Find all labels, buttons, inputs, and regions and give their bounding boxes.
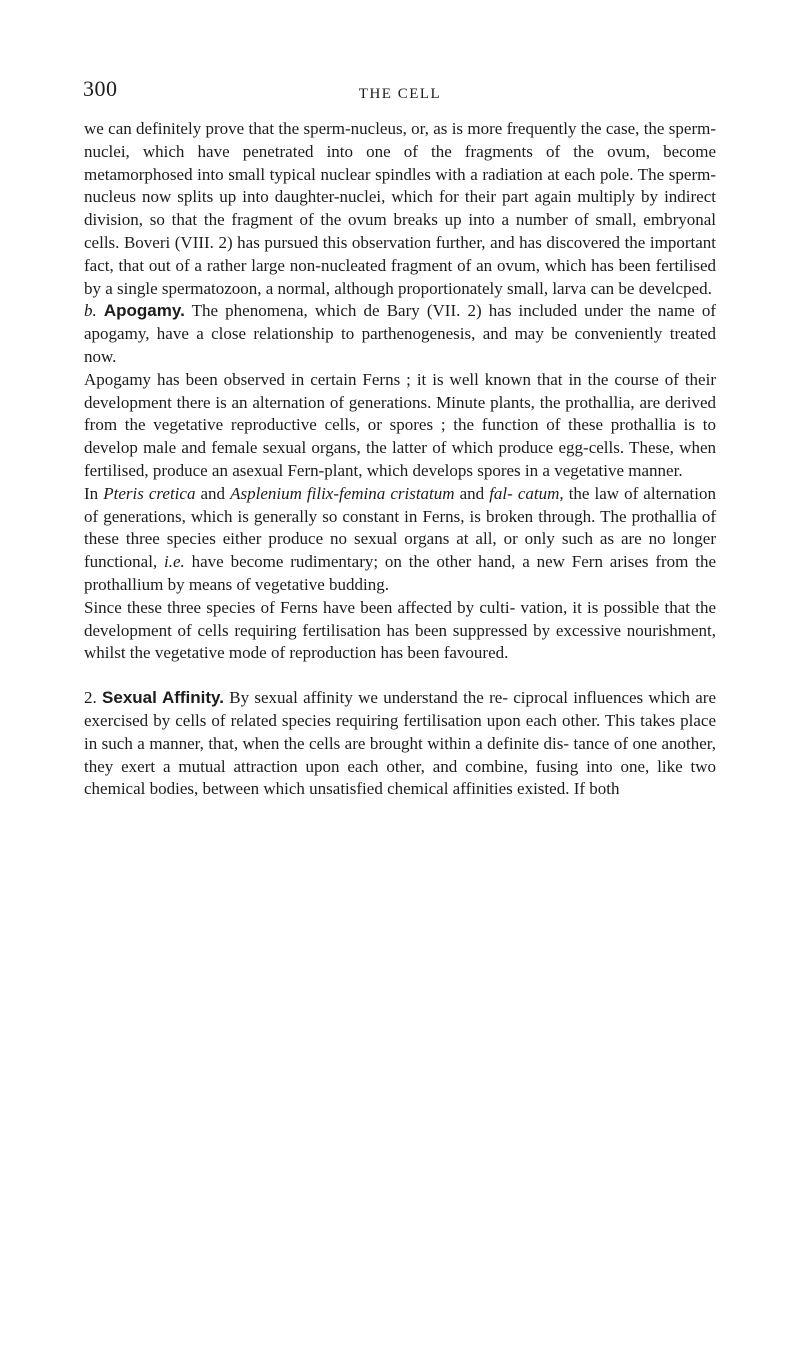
- text-fragment: and: [459, 483, 485, 503]
- running-title: THE CELL: [358, 86, 442, 102]
- section-heading-apogamy: Apogamy.: [103, 301, 185, 321]
- text-fragment: and: [200, 483, 226, 503]
- species-name: fal- catum,: [489, 483, 564, 503]
- body-text: [84, 118, 716, 801]
- text-fragment: have become rudimentary; on the other hand, a new Fern arises from the prothallium by means of vegetative budding.: [84, 552, 716, 594]
- section-heading-sexual-affinity: Sexual Affinity.: [102, 688, 224, 708]
- paragraph-species: [84, 483, 716, 597]
- abbreviation: i.e.: [164, 552, 185, 572]
- paragraph-ferns: Apogamy has been observed in certain Ferns ; it is well known that in the course of their development there is an alternation of generations. Minute plants, the prothallia, are derived from the vegetative reproductive cells, or spores ; the function of these prothallia is to develop male and female sexual organs, the latter of which produce egg-cells. These, when fertilised, produce an asexual Fern-plant, which develops spores in a vegetative manner.: [84, 369, 716, 480]
- paragraph-apogamy: [84, 300, 716, 368]
- paragraph-spacer: [84, 665, 716, 687]
- paragraph-continuation: we can definitely prove that the sperm-nucleus, or, as is more frequently the case, the sperm-nuclei, which have penetrated into one of the fragments of the ovum, become metamorphosed into small typical nuclear spindles with a radiation at each pole. The sperm-nucleus now splits up into daughter-nuclei, which for their part again multiply by indirect division, so that the fragment of the ovum breaks up into a number of small, embryonal cells. Boveri (VIII. 2) has pursued this observation further, and has discovered the important fact, that out of a rather large non-nucleated fragment of an ovum, which has been fertilised by a single spermatozoon, a normal, although proportionately small, larva can be develcped.: [84, 119, 716, 298]
- paragraph-cultivation: Since these three species of Ferns have been affected by culti- vation, it is possible that the development of cells requiring fertilisation has been suppressed by excessive nourishment, whilst the vegetative mode of reproduction has been favoured.: [84, 597, 716, 663]
- page-number: 300: [83, 76, 118, 101]
- paragraph-sexual-affinity: [84, 687, 716, 801]
- section-label: b.: [84, 301, 97, 321]
- species-name: Pteris cretica: [103, 483, 196, 503]
- text-fragment: In: [84, 483, 99, 503]
- text-fragment: the law of alternation of generations, which is generally so constant in Ferns, is broken through. The prothallia of these three species either produce no sexual organs at all, or only such as are no longer functional,: [84, 483, 716, 572]
- paragraph-text: By sexual affinity we understand the re- ciprocal influences which are exercised by cells of related species requiring fertilisation upon each other. This takes place in such a manner, that, when the cells are brought within a definite dis- tance of one another, they exert a mutual attraction upon each other, and combine, fusing into one, like two chemical bodies, between which unsatisfied chemical affinities existed. If both: [84, 688, 717, 799]
- species-name: Asplenium filix-femina cristatum: [230, 483, 455, 503]
- section-number: 2.: [84, 688, 97, 708]
- paragraph-text: The phenomena, which de Bary (VII. 2) has included under the name of apogamy, have a close relationship to parthenogenesis, and may be conveniently treated now.: [84, 301, 716, 366]
